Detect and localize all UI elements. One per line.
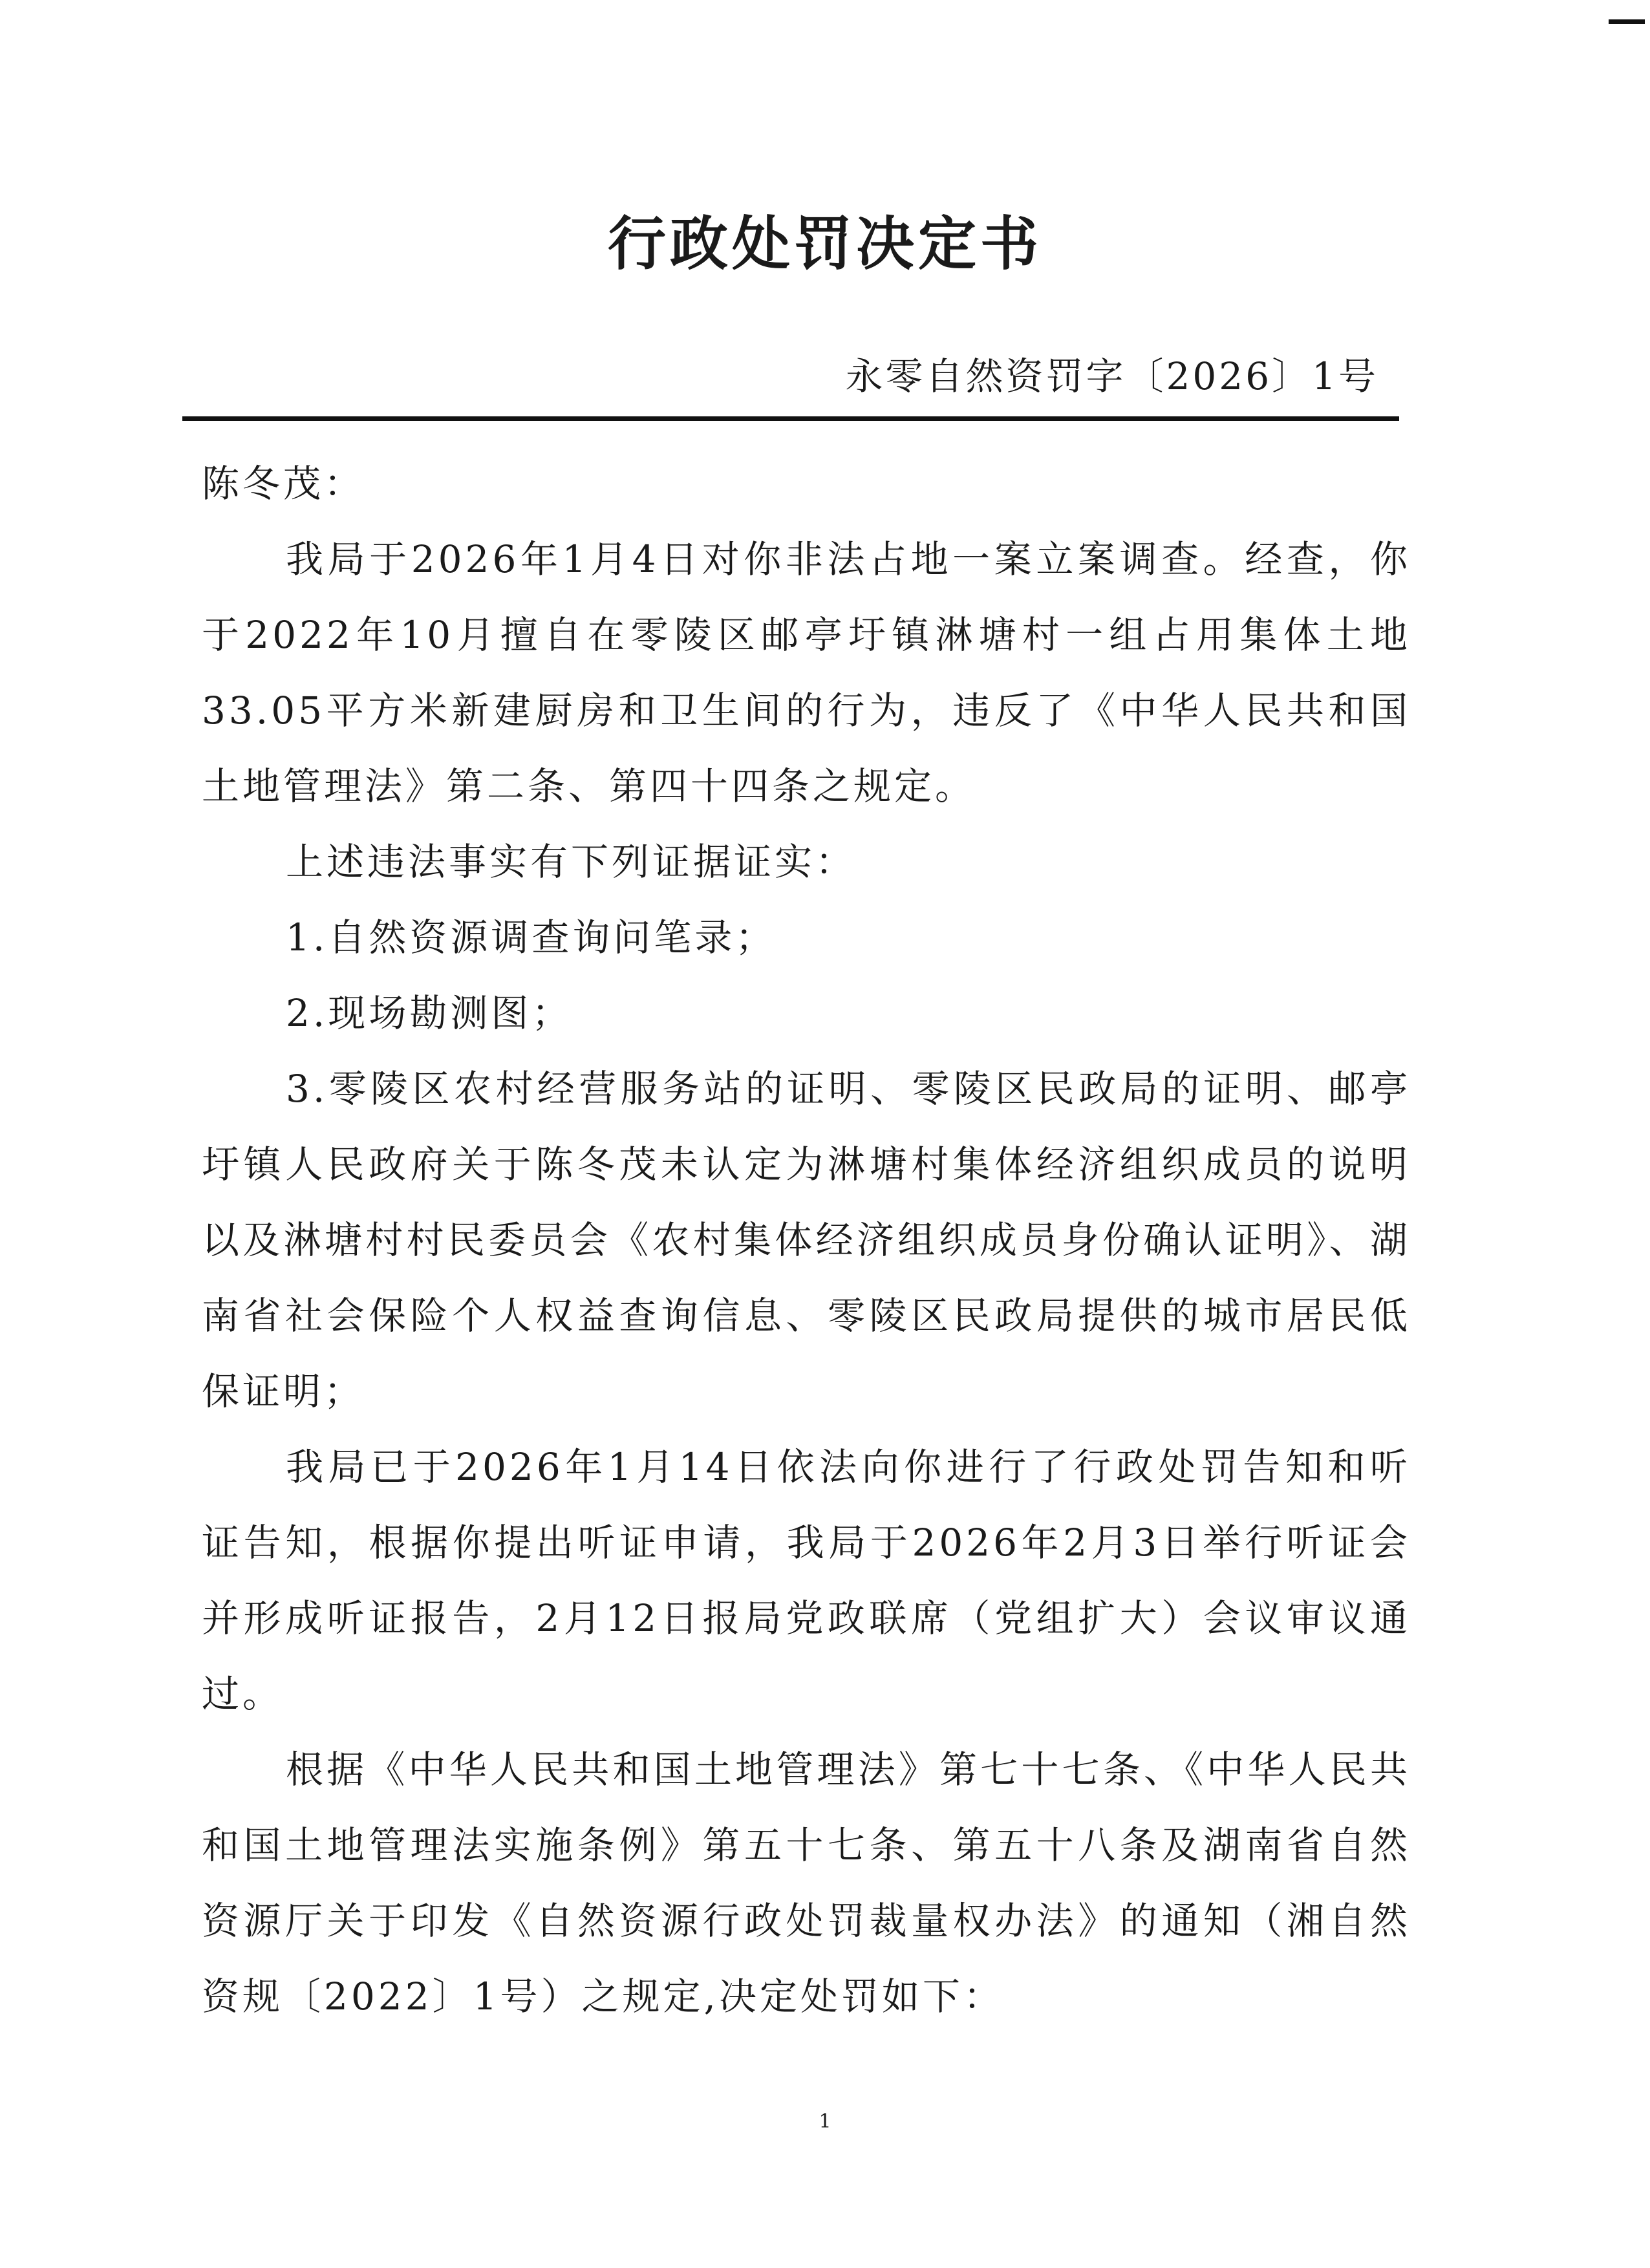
evidence-item: 1.自然资源调查询问笔录；: [286, 915, 777, 959]
evidence-item: 3.零陵区农村经营服务站的证明、零陵区民政局的证明、邮亭圩镇人民政府关于陈冬茂未认定为淋塘村集体经济组织成员的说明以及淋塘村村民委员会《农村集体经济组织成员身份确认证明》、湖南省社会保险个人权益查询信息、零陵区民政局提供的城市居民低保证明；: [202, 1067, 1411, 1413]
page-number: 1: [819, 2110, 831, 2133]
paragraph-legal-basis: 根据《中华人民共和国土地管理法》第七十七条、《中华人民共和国土地管理法实施条例》第五十七条、第五十八条及湖南省自然资源厅关于印发《自然资源行政处罚裁量权办法》的通知（湘自然资规〔2022〕1号）之规定,决定处罚如下：: [202, 1748, 1411, 2018]
document-body: [202, 446, 1411, 2035]
document-number: 永零自然资罚字〔2026〕1号: [845, 354, 1378, 398]
paragraph-case-facts: 我局于2026年1月4日对你非法占地一案立案调查。经查，你于2022年10月擅自在零陵区邮亭圩镇淋塘村一组占用集体土地33.05平方米新建厨房和卫生间的行为，违反了《中华人民共和国土地管理法》第二条、第四十四条之规定。: [202, 537, 1411, 808]
evidence-item: 2.现场勘测图；: [286, 991, 573, 1035]
paragraph-evidence-intro: 上述违法事实有下列证据证实：: [286, 840, 857, 884]
document-title: 行政处罚决定书: [608, 210, 1042, 278]
scan-edge-mark: [1609, 19, 1645, 24]
paragraph-procedure: 我局已于2026年1月14日依法向你进行了行政处罚告知和听证告知，根据你提出听证申请，我局于2026年2月3日举行听证会并形成听证报告，2月12日报局党政联席（党组扩大）会议审议通过。: [202, 1445, 1411, 1716]
salutation: 陈冬茂：: [202, 462, 365, 506]
header-divider: [182, 416, 1399, 421]
